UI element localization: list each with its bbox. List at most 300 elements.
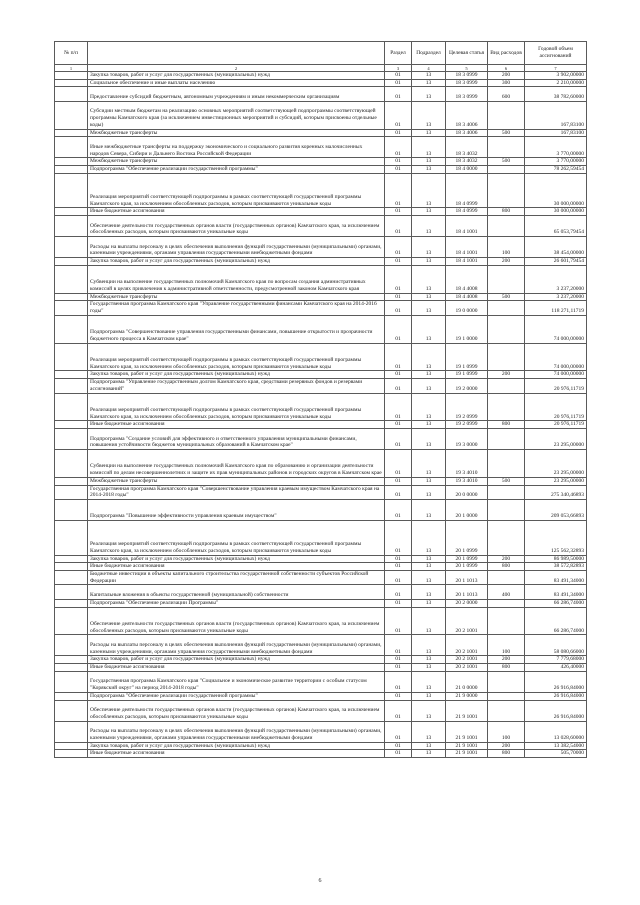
row-expense-type: 200 xyxy=(488,258,525,266)
row-number-cell xyxy=(55,237,88,258)
row-description: Подпрограмма "Обеспечение реализации Программы" xyxy=(88,599,385,607)
row-section: 01 xyxy=(385,72,412,80)
row-number-cell xyxy=(55,137,88,158)
row-expense-type xyxy=(488,216,525,237)
row-subsection: 13 xyxy=(412,742,446,750)
row-expense-type xyxy=(488,485,525,499)
row-target-article: 20 1 0999 xyxy=(446,563,488,571)
header-expense-type: Вид расходов xyxy=(488,42,525,65)
row-subsection: 13 xyxy=(412,635,446,656)
row-description: Реализация мероприятий соответствующей подпрограммы в рамках соответствующей государственной программы Камчатского края, за исключением обособленных расходов, которым присваиваются уникальные коды xyxy=(88,521,385,556)
row-section: 01 xyxy=(385,700,412,721)
row-subsection: 13 xyxy=(412,477,446,485)
row-target-article: 20 2 1001 xyxy=(446,664,488,672)
row-subsection: 13 xyxy=(412,607,446,635)
row-description: Межбюджетные трансферты xyxy=(88,158,385,166)
row-number-cell xyxy=(55,500,88,521)
row-amount: 209 053,66893 xyxy=(525,500,587,521)
row-section: 01 xyxy=(385,173,412,208)
row-target-article: 18 4 0999 xyxy=(446,173,488,208)
table-row xyxy=(55,208,587,216)
row-number-cell xyxy=(55,521,88,556)
row-amount: 74 000,00000 xyxy=(525,343,587,371)
row-amount: 23 295,00000 xyxy=(525,429,587,450)
row-target-article: 19 2 0000 xyxy=(446,379,488,393)
row-subsection: 13 xyxy=(412,664,446,672)
row-subsection: 13 xyxy=(412,571,446,585)
row-subsection: 13 xyxy=(412,237,446,258)
row-target-article: 20 1 0999 xyxy=(446,521,488,556)
row-amount: 66 286,74000 xyxy=(525,599,587,607)
row-section: 01 xyxy=(385,158,412,166)
row-expense-type: 500 xyxy=(488,477,525,485)
row-target-article: 20 1 1013 xyxy=(446,571,488,585)
row-amount: 65 053,79454 xyxy=(525,216,587,237)
row-amount: 38 454,00000 xyxy=(525,237,587,258)
row-number-cell xyxy=(55,692,88,700)
row-expense-type xyxy=(488,137,525,158)
row-description: Реализация мероприятий соответствующей подпрограммы в рамках соответствующей государственной программы Камчатского края, за исключением обособленных расходов, которым присваиваются уникальные коды xyxy=(88,393,385,421)
header-row xyxy=(55,42,587,65)
row-expense-type xyxy=(488,393,525,421)
row-target-article: 19 1 0999 xyxy=(446,371,488,379)
table-row xyxy=(55,721,587,742)
row-description: Государственная программа Камчатского края "Социальное и экономическое развитие территории с особым статусом "Корякский округ" на период 2014-2018 годы" xyxy=(88,671,385,692)
row-description: Социальное обеспечение и иные выплаты населению xyxy=(88,79,385,87)
row-subsection: 13 xyxy=(412,379,446,393)
row-subsection: 13 xyxy=(412,315,446,343)
row-target-article: 21 9 1001 xyxy=(446,750,488,758)
row-description: Иные бюджетные ассигнования xyxy=(88,664,385,672)
row-section: 01 xyxy=(385,79,412,87)
row-section: 01 xyxy=(385,421,412,429)
table-row xyxy=(55,635,587,656)
row-amount: 118 271,11719 xyxy=(525,301,587,315)
row-description: Закупка товаров, работ и услуг для государственных (муниципальных) нужд xyxy=(88,555,385,563)
row-description: Субсидии местным бюджетам на реализацию основных мероприятий соответствующей подпрограммы соответствующей программы Камчатского края (за исключением инвестиционных мероприятий и субсидий, которым присвоены отдельные коды) xyxy=(88,101,385,129)
table-row xyxy=(55,700,587,721)
row-subsection: 13 xyxy=(412,293,446,301)
row-subsection: 13 xyxy=(412,585,446,599)
header-annual-amount: Годовой объем ассигнований xyxy=(525,42,587,65)
row-description: Предоставление субсидий бюджетным, автономным учреждениям и иным некоммерческим организациям xyxy=(88,87,385,101)
row-amount: 23 295,00000 xyxy=(525,477,587,485)
row-expense-type xyxy=(488,521,525,556)
row-description: Расходы на выплаты персоналу в целях обеспечения выполнения функций государственными (муниципальными) органами, казенными учреждениями, органами управления государственными внебюджетными фондами xyxy=(88,721,385,742)
row-section: 01 xyxy=(385,293,412,301)
row-section: 01 xyxy=(385,599,412,607)
table-row xyxy=(55,315,587,343)
row-section: 01 xyxy=(385,521,412,556)
row-description: Государственная программа Камчатского края "Управление государственными финансами Камчатского края на 2014-2016 годы" xyxy=(88,301,385,315)
row-description: Реализация мероприятий соответствующей подпрограммы в рамках соответствующей государственной программы Камчатского края, за исключением обособленных расходов, которым присваиваются уникальные коды xyxy=(88,343,385,371)
row-expense-type xyxy=(488,166,525,174)
row-section: 01 xyxy=(385,393,412,421)
column-number: 2 xyxy=(88,65,385,72)
row-description: Закупка товаров, работ и услуг для государственных (муниципальных) нужд xyxy=(88,656,385,664)
row-number-cell xyxy=(55,700,88,721)
row-amount: 7 779,68000 xyxy=(525,656,587,664)
row-subsection: 13 xyxy=(412,429,446,450)
row-description: Подпрограмма "Совершенствование управления государственными финансами, повышение открытости и прозрачности бюджетного процесса в Камчатском крае" xyxy=(88,315,385,343)
table-row xyxy=(55,656,587,664)
row-description: Закупка товаров, работ и услуг для государственных (муниципальных) нужд xyxy=(88,72,385,80)
row-target-article: 18 4 0999 xyxy=(446,208,488,216)
table-row xyxy=(55,742,587,750)
row-section: 01 xyxy=(385,664,412,672)
row-expense-type xyxy=(488,700,525,721)
table-row xyxy=(55,521,587,556)
row-subsection: 13 xyxy=(412,166,446,174)
row-expense-type: 100 xyxy=(488,635,525,656)
row-subsection: 13 xyxy=(412,393,446,421)
row-expense-type: 200 xyxy=(488,742,525,750)
row-subsection: 13 xyxy=(412,208,446,216)
row-number-cell xyxy=(55,87,88,101)
row-amount: 23 295,00000 xyxy=(525,450,587,478)
row-number-cell xyxy=(55,265,88,293)
row-target-article: 18 3 4032 xyxy=(446,137,488,158)
row-section: 01 xyxy=(385,343,412,371)
table-row xyxy=(55,79,587,87)
row-subsection: 13 xyxy=(412,599,446,607)
table-row xyxy=(55,485,587,499)
row-section: 01 xyxy=(385,265,412,293)
table-row xyxy=(55,421,587,429)
table-row xyxy=(55,671,587,692)
row-expense-type: 200 xyxy=(488,656,525,664)
row-number-cell xyxy=(55,393,88,421)
row-target-article: 18 3 0999 xyxy=(446,87,488,101)
row-amount: 3 237,20000 xyxy=(525,293,587,301)
table-row xyxy=(55,129,587,137)
table-row xyxy=(55,216,587,237)
row-subsection: 13 xyxy=(412,692,446,700)
table-row xyxy=(55,563,587,571)
row-section: 01 xyxy=(385,635,412,656)
row-amount: 426,40000 xyxy=(525,664,587,672)
row-expense-type xyxy=(488,343,525,371)
row-subsection: 13 xyxy=(412,450,446,478)
row-section: 01 xyxy=(385,692,412,700)
row-target-article: 18 3 0999 xyxy=(446,79,488,87)
table-row xyxy=(55,585,587,599)
row-target-article: 20 0 0000 xyxy=(446,485,488,499)
row-target-article: 21 9 1001 xyxy=(446,721,488,742)
row-target-article: 18 4 4008 xyxy=(446,293,488,301)
row-amount: 3 770,00000 xyxy=(525,158,587,166)
row-amount: 58 080,66000 xyxy=(525,635,587,656)
column-number: 6 xyxy=(488,65,525,72)
row-target-article: 18 3 4032 xyxy=(446,158,488,166)
row-subsection: 13 xyxy=(412,72,446,80)
row-amount: 83 491,34000 xyxy=(525,585,587,599)
row-target-article: 21 9 1001 xyxy=(446,700,488,721)
row-amount: 38 782,60000 xyxy=(525,87,587,101)
row-subsection: 13 xyxy=(412,216,446,237)
row-section: 01 xyxy=(385,258,412,266)
row-subsection: 13 xyxy=(412,500,446,521)
row-amount: 13 028,60000 xyxy=(525,721,587,742)
row-amount: 125 562,32893 xyxy=(525,521,587,556)
row-target-article: 19 0 0000 xyxy=(446,301,488,315)
row-expense-type xyxy=(488,429,525,450)
row-target-article: 18 4 1001 xyxy=(446,216,488,237)
row-description: Закупка товаров, работ и услуг для государственных (муниципальных) нужд xyxy=(88,742,385,750)
row-subsection: 13 xyxy=(412,371,446,379)
row-number-cell xyxy=(55,72,88,80)
row-expense-type: 800 xyxy=(488,563,525,571)
table-row xyxy=(55,599,587,607)
row-number-cell xyxy=(55,371,88,379)
row-amount: 3 237,20000 xyxy=(525,265,587,293)
row-number-cell xyxy=(55,301,88,315)
row-description: Подпрограмма "Обеспечение реализации государственной программы" xyxy=(88,166,385,174)
row-amount: 26 601,79454 xyxy=(525,258,587,266)
row-expense-type xyxy=(488,671,525,692)
row-number-cell xyxy=(55,429,88,450)
row-number-cell xyxy=(55,293,88,301)
row-amount: 30 000,00000 xyxy=(525,208,587,216)
row-description: Подпрограмма "Управление государственным долгом Камчатского края, средствами резервных фондов и резервами ассигнований" xyxy=(88,379,385,393)
row-section: 01 xyxy=(385,750,412,758)
table-row xyxy=(55,429,587,450)
row-amount: 26 916,84000 xyxy=(525,671,587,692)
row-description: Расходы на выплаты персоналу в целях обеспечения выполнения функций государственными (муниципальными) органами, казенными учреждениями, органами управления государственными внебюджетными фондами xyxy=(88,635,385,656)
row-amount: 86 989,50000 xyxy=(525,555,587,563)
row-number-cell xyxy=(55,379,88,393)
row-number-cell xyxy=(55,656,88,664)
header-target-article: Целевая статья xyxy=(446,42,488,65)
row-target-article: 18 4 1001 xyxy=(446,258,488,266)
table-row xyxy=(55,371,587,379)
row-amount: 38 572,82893 xyxy=(525,563,587,571)
row-number-cell xyxy=(55,671,88,692)
row-subsection: 13 xyxy=(412,173,446,208)
row-section: 01 xyxy=(385,563,412,571)
row-section: 01 xyxy=(385,87,412,101)
row-description: Межбюджетные трансферты xyxy=(88,293,385,301)
row-number-cell xyxy=(55,173,88,208)
row-expense-type: 600 xyxy=(488,87,525,101)
row-number-cell xyxy=(55,315,88,343)
row-target-article: 18 3 4006 xyxy=(446,101,488,129)
row-subsection: 13 xyxy=(412,158,446,166)
row-number-cell xyxy=(55,216,88,237)
row-expense-type xyxy=(488,500,525,521)
row-section: 01 xyxy=(385,101,412,129)
row-subsection: 13 xyxy=(412,421,446,429)
column-number: 7 xyxy=(525,65,587,72)
row-target-article: 19 3 4010 xyxy=(446,450,488,478)
table-row xyxy=(55,664,587,672)
row-description: Капитальные вложения в объекты государственной (муниципальной) собственности xyxy=(88,585,385,599)
row-amount: 26 916,84000 xyxy=(525,700,587,721)
row-subsection: 13 xyxy=(412,87,446,101)
row-section: 01 xyxy=(385,500,412,521)
column-number: 3 xyxy=(385,65,412,72)
row-number-cell xyxy=(55,555,88,563)
row-section: 01 xyxy=(385,585,412,599)
row-section: 01 xyxy=(385,315,412,343)
row-description: Субвенции на выполнение государственных полномочий Камчатского края по вопросам создания административных комиссий в целях привлечения к административной ответственности, предусмотренной законом Камчатского края xyxy=(88,265,385,293)
row-target-article: 18 4 0000 xyxy=(446,166,488,174)
row-description: Иные бюджетные ассигнования xyxy=(88,750,385,758)
row-subsection: 13 xyxy=(412,485,446,499)
row-number-cell xyxy=(55,599,88,607)
table-row xyxy=(55,450,587,478)
row-target-article: 20 2 1001 xyxy=(446,656,488,664)
table-row xyxy=(55,173,587,208)
row-amount: 20 976,11719 xyxy=(525,393,587,421)
row-amount: 26 916,84000 xyxy=(525,692,587,700)
row-number-cell xyxy=(55,258,88,266)
row-amount: 167,83100 xyxy=(525,129,587,137)
page-number: 6 xyxy=(318,878,322,884)
row-expense-type xyxy=(488,265,525,293)
table-row xyxy=(55,72,587,80)
row-expense-type: 200 xyxy=(488,555,525,563)
row-section: 01 xyxy=(385,571,412,585)
row-amount: 3 902,00000 xyxy=(525,72,587,80)
row-expense-type xyxy=(488,315,525,343)
row-section: 01 xyxy=(385,216,412,237)
row-expense-type: 300 xyxy=(488,79,525,87)
row-expense-type: 500 xyxy=(488,293,525,301)
row-number-cell xyxy=(55,421,88,429)
row-section: 01 xyxy=(385,237,412,258)
table-row xyxy=(55,750,587,758)
column-number: 4 xyxy=(412,65,446,72)
row-target-article: 21 9 1001 xyxy=(446,742,488,750)
row-amount: 3 770,00000 xyxy=(525,137,587,158)
row-section: 01 xyxy=(385,371,412,379)
row-number-cell xyxy=(55,721,88,742)
row-description: Иные бюджетные ассигнования xyxy=(88,208,385,216)
row-description: Подпрограмма "Обеспечение реализации государственной программы" xyxy=(88,692,385,700)
row-subsection: 13 xyxy=(412,555,446,563)
row-expense-type xyxy=(488,692,525,700)
row-number-cell xyxy=(55,343,88,371)
row-subsection: 13 xyxy=(412,258,446,266)
row-description: Подпрограмма "Повышение эффективности управления краевым имуществом" xyxy=(88,500,385,521)
row-number-cell xyxy=(55,208,88,216)
row-amount: 505,70000 xyxy=(525,750,587,758)
row-amount: 167,83100 xyxy=(525,101,587,129)
row-description: Обеспечение деятельности государственных органов власти (государственных органов) Камчатского края, за исключением обособленных расходов, которым присваиваются уникальные коды xyxy=(88,700,385,721)
table-row xyxy=(55,258,587,266)
table-row xyxy=(55,343,587,371)
row-number-cell xyxy=(55,485,88,499)
row-number-cell xyxy=(55,750,88,758)
row-subsection: 13 xyxy=(412,563,446,571)
row-number-cell xyxy=(55,158,88,166)
row-description: Субвенции на выполнение государственных полномочий Камчатского края по образованию и организации деятельности комиссий по делам несовершеннолетних и защите их прав муниципальных районов и городских округов в Камчатском крае xyxy=(88,450,385,478)
table-row xyxy=(55,393,587,421)
row-description: Реализация мероприятий соответствующей подпрограммы в рамках соответствующей государственной программы Камчатского края, за исключением обособленных расходов, которым присваиваются уникальные коды xyxy=(88,173,385,208)
row-number-cell xyxy=(55,571,88,585)
row-amount: 30 000,00000 xyxy=(525,173,587,208)
row-section: 01 xyxy=(385,379,412,393)
header-section: Раздел xyxy=(385,42,412,65)
row-expense-type: 500 xyxy=(488,129,525,137)
row-target-article: 20 1 0999 xyxy=(446,555,488,563)
table-row xyxy=(55,301,587,315)
table-row xyxy=(55,158,587,166)
row-number-cell xyxy=(55,166,88,174)
table-row xyxy=(55,166,587,174)
table-row xyxy=(55,379,587,393)
row-number-cell xyxy=(55,563,88,571)
row-description: Расходы на выплаты персоналу в целях обеспечения выполнения функций государственными (муниципальными) органами, казенными учреждениями, органами управления государственными внебюджетными фондами xyxy=(88,237,385,258)
row-description: Бюджетные инвестиции в объекты капитального строительства государственной собственности субъектов Российской Федерации xyxy=(88,571,385,585)
row-number-cell xyxy=(55,477,88,485)
row-amount: 20 976,11719 xyxy=(525,379,587,393)
row-target-article: 18 3 4006 xyxy=(446,129,488,137)
row-section: 01 xyxy=(385,742,412,750)
row-section: 01 xyxy=(385,129,412,137)
row-description: Закупка товаров, работ и услуг для государственных (муниципальных) нужд xyxy=(88,371,385,379)
header-subsection: Подраздел xyxy=(412,42,446,65)
table-row xyxy=(55,101,587,129)
row-amount: 83 491,34000 xyxy=(525,571,587,585)
row-section: 01 xyxy=(385,137,412,158)
row-subsection: 13 xyxy=(412,101,446,129)
row-description: Межбюджетные трансферты xyxy=(88,129,385,137)
table-row xyxy=(55,692,587,700)
table-row xyxy=(55,571,587,585)
row-target-article: 20 2 1001 xyxy=(446,607,488,635)
row-target-article: 20 1 1013 xyxy=(446,585,488,599)
row-number-cell xyxy=(55,607,88,635)
row-description: Иные бюджетные ассигнования xyxy=(88,563,385,571)
row-target-article: 20 2 1001 xyxy=(446,635,488,656)
row-description: Подпрограмма "Создание условий для эффективного и ответственного управления муниципальными финансами, повышения устойчивости бюджетов муниципальных образований в Камчатском крае" xyxy=(88,429,385,450)
row-section: 01 xyxy=(385,607,412,635)
table-row xyxy=(55,500,587,521)
row-expense-type xyxy=(488,450,525,478)
row-target-article: 19 2 0999 xyxy=(446,421,488,429)
row-subsection: 13 xyxy=(412,79,446,87)
row-description: Государственная программа Камчатского края "Совершенствование управления краевым имуществом Камчатского края на 2014-2018 годы" xyxy=(88,485,385,499)
row-number-cell xyxy=(55,742,88,750)
row-subsection: 13 xyxy=(412,265,446,293)
row-section: 01 xyxy=(385,450,412,478)
row-target-article: 18 4 1001 xyxy=(446,237,488,258)
row-subsection: 13 xyxy=(412,521,446,556)
row-section: 01 xyxy=(385,721,412,742)
row-expense-type: 200 xyxy=(488,72,525,80)
table-row xyxy=(55,137,587,158)
row-number-cell xyxy=(55,101,88,129)
row-amount: 13 382,54000 xyxy=(525,742,587,750)
column-number: 5 xyxy=(446,65,488,72)
row-target-article: 19 1 0000 xyxy=(446,315,488,343)
row-subsection: 13 xyxy=(412,721,446,742)
row-amount: 20 976,11719 xyxy=(525,421,587,429)
row-expense-type: 100 xyxy=(488,237,525,258)
header-description xyxy=(88,42,385,65)
row-section: 01 xyxy=(385,656,412,664)
row-expense-type: 800 xyxy=(488,208,525,216)
table-row xyxy=(55,607,587,635)
row-target-article: 19 2 0999 xyxy=(446,393,488,421)
row-description: Иные бюджетные ассигнования xyxy=(88,421,385,429)
row-subsection: 13 xyxy=(412,700,446,721)
row-target-article: 20 1 0000 xyxy=(446,500,488,521)
row-number-cell xyxy=(55,450,88,478)
row-description: Обеспечение деятельности государственных органов власти (государственных органов) Камчатского края, за исключением обособленных расходов, которым присваиваются уникальные коды xyxy=(88,216,385,237)
